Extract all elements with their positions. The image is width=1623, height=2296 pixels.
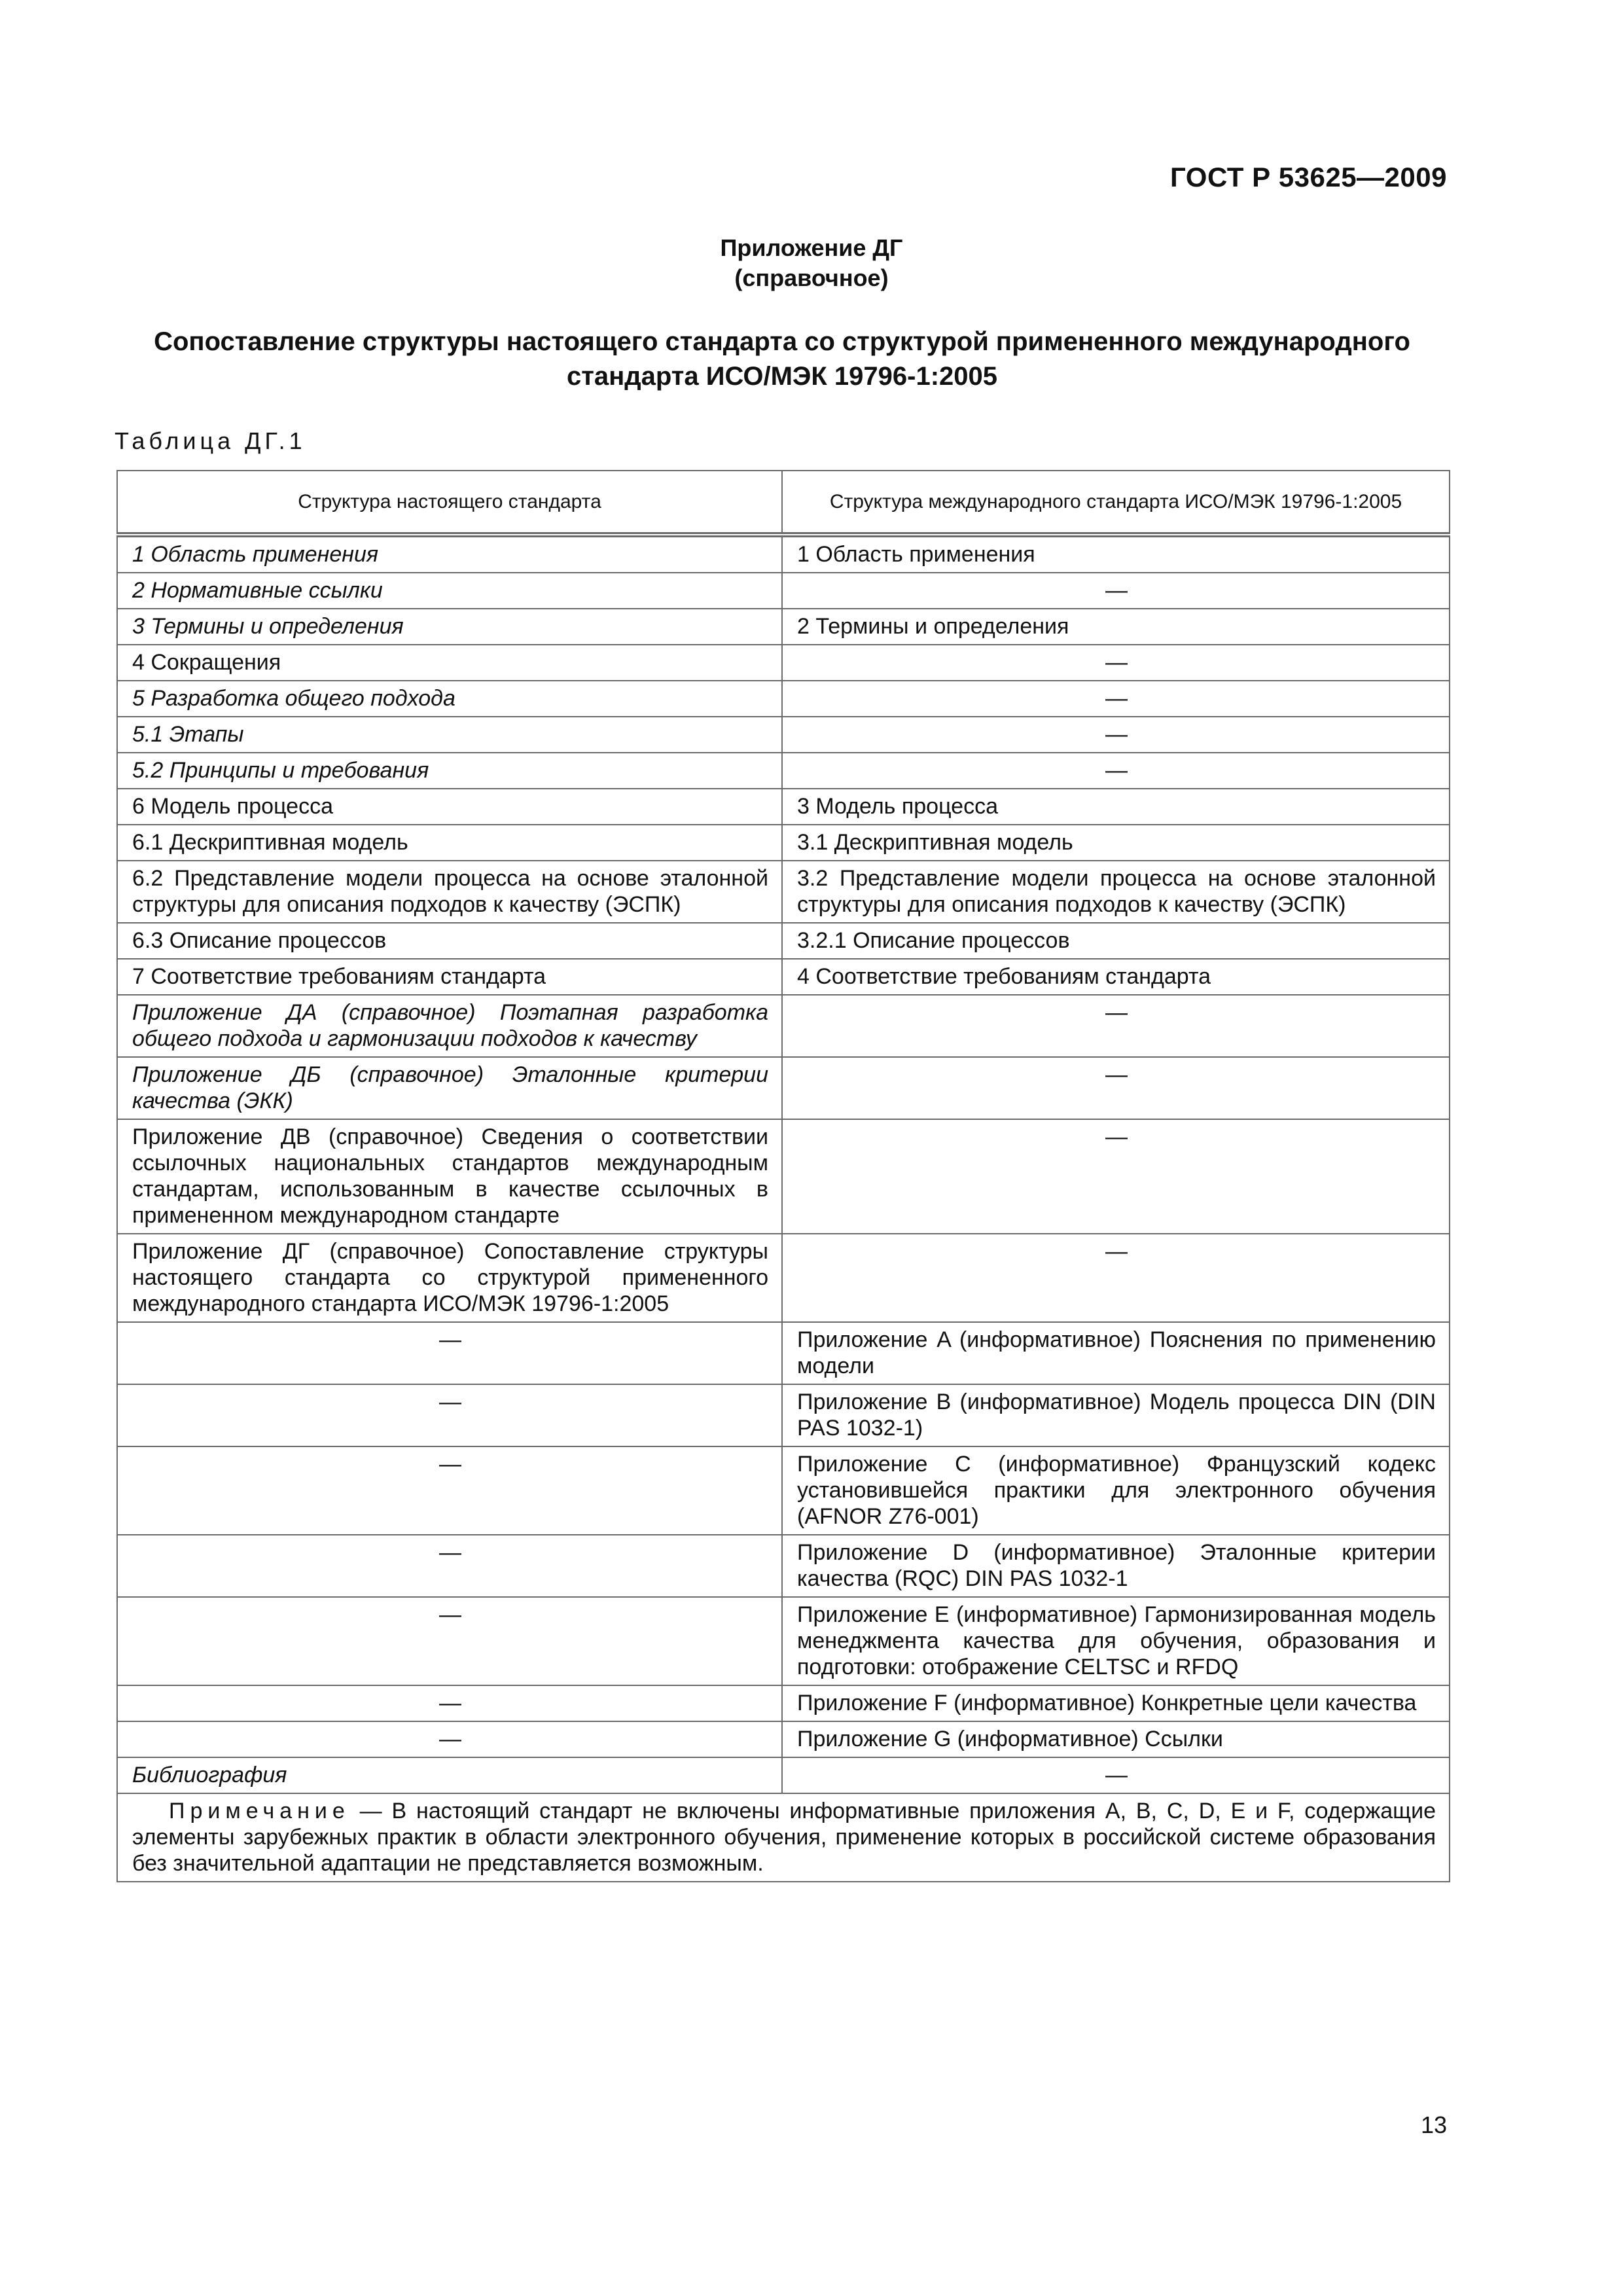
national-cell: 6 Модель процесса bbox=[117, 789, 782, 825]
national-cell: 5 Разработка общего подхода bbox=[117, 681, 782, 717]
international-cell: — bbox=[782, 717, 1450, 753]
national-cell: — bbox=[117, 1597, 782, 1685]
table-row bbox=[117, 1535, 1450, 1597]
national-cell: — bbox=[117, 1685, 782, 1721]
international-cell: Приложение F (информативное) Конкретные цели качества bbox=[782, 1685, 1450, 1721]
international-cell: Приложение A (информативное) Пояснения по применению модели bbox=[782, 1322, 1450, 1384]
international-cell: 4 Соответствие требованиям стандарта bbox=[782, 959, 1450, 995]
column-header-national: Структура настоящего стандарта bbox=[117, 471, 782, 535]
table-row bbox=[117, 645, 1450, 681]
national-cell: 1 Область применения bbox=[117, 535, 782, 573]
annex-heading bbox=[115, 325, 1450, 394]
international-cell: 3.1 Дескриптивная модель bbox=[782, 825, 1450, 861]
page-number: 13 bbox=[1420, 2111, 1447, 2138]
international-cell: — bbox=[782, 1057, 1450, 1119]
table-row bbox=[117, 535, 1450, 573]
annex-heading-line-2: стандарта ИСО/МЭК 19796-1:2005 bbox=[566, 362, 997, 391]
national-cell: 6.1 Дескриптивная модель bbox=[117, 825, 782, 861]
table-row bbox=[117, 1757, 1450, 1793]
international-cell: — bbox=[782, 1234, 1450, 1322]
international-cell: — bbox=[782, 573, 1450, 609]
table-row bbox=[117, 789, 1450, 825]
note-label: Примечание bbox=[169, 1799, 350, 1823]
international-cell: — bbox=[782, 681, 1450, 717]
international-cell: — bbox=[782, 753, 1450, 789]
national-cell: 2 Нормативные ссылки bbox=[117, 573, 782, 609]
table-header-row bbox=[117, 471, 1450, 535]
annex-heading-line-1: Сопоставление структуры настоящего стандарта со структурой примененного международного bbox=[154, 327, 1410, 356]
table-row bbox=[117, 923, 1450, 959]
table-row bbox=[117, 959, 1450, 995]
table-row bbox=[117, 1119, 1450, 1234]
structure-comparison-table bbox=[116, 470, 1450, 1882]
table-row bbox=[117, 753, 1450, 789]
table-row bbox=[117, 1057, 1450, 1119]
table-row bbox=[117, 681, 1450, 717]
table-row bbox=[117, 1597, 1450, 1685]
note-text: — В настоящий стандарт не включены информативные приложения A, B, C, D, E и F, содержащие элементы зарубежных практик в области электронного обучения, применение которых в российской системе образования без значительной адаптации не представляется возможным. bbox=[132, 1799, 1436, 1876]
national-cell: — bbox=[117, 1535, 782, 1597]
international-cell: 1 Область применения bbox=[782, 535, 1450, 573]
national-cell: — bbox=[117, 1446, 782, 1535]
national-cell: — bbox=[117, 1322, 782, 1384]
national-cell: — bbox=[117, 1721, 782, 1757]
international-cell: — bbox=[782, 645, 1450, 681]
national-cell: Приложение ДА (справочное) Поэтапная разработка общего подхода и гармонизации подходов к качеству bbox=[117, 995, 782, 1057]
international-cell: Приложение B (информативное) Модель процесса DIN (DIN PAS 1032-1) bbox=[782, 1384, 1450, 1446]
table-row bbox=[117, 573, 1450, 609]
international-cell: 3 Модель процесса bbox=[782, 789, 1450, 825]
national-cell: 6.3 Описание процессов bbox=[117, 923, 782, 959]
table-row bbox=[117, 1685, 1450, 1721]
international-cell: Приложение G (информативное) Ссылки bbox=[782, 1721, 1450, 1757]
national-cell: — bbox=[117, 1384, 782, 1446]
document-code: ГОСТ Р 53625—2009 bbox=[1170, 162, 1447, 192]
table-row bbox=[117, 861, 1450, 923]
international-cell: 3.2.1 Описание процессов bbox=[782, 923, 1450, 959]
international-cell: — bbox=[782, 1119, 1450, 1234]
national-cell: Приложение ДБ (справочное) Эталонные критерии качества (ЭКК) bbox=[117, 1057, 782, 1119]
national-cell: 3 Термины и определения bbox=[117, 609, 782, 645]
table-row bbox=[117, 717, 1450, 753]
international-cell: Приложение C (информативное) Французский кодекс установившейся практики для электронного обучения (AFNOR Z76-001) bbox=[782, 1446, 1450, 1535]
national-cell: 4 Сокращения bbox=[117, 645, 782, 681]
national-cell: 5.2 Принципы и требования bbox=[117, 753, 782, 789]
national-cell: 5.1 Этапы bbox=[117, 717, 782, 753]
national-cell: 6.2 Представление модели процесса на основе эталонной структуры для описания подходов к качеству (ЭСПК) bbox=[117, 861, 782, 923]
national-cell: 7 Соответствие требованиям стандарта bbox=[117, 959, 782, 995]
table-row bbox=[117, 1234, 1450, 1322]
national-cell: Библиография bbox=[117, 1757, 782, 1793]
annex-kind: (справочное) bbox=[734, 264, 889, 291]
international-cell: 2 Термины и определения bbox=[782, 609, 1450, 645]
national-cell: Приложение ДГ (справочное) Сопоставление структуры настоящего стандарта со структурой примененного международного стандарта ИСО/МЭК 19796-1:2005 bbox=[117, 1234, 782, 1322]
column-header-international: Структура международного стандарта ИСО/МЭК 19796-1:2005 bbox=[782, 471, 1450, 535]
table-note-row bbox=[117, 1793, 1450, 1882]
table-row bbox=[117, 825, 1450, 861]
table-row bbox=[117, 1446, 1450, 1535]
table-row bbox=[117, 609, 1450, 645]
national-cell: Приложение ДВ (справочное) Сведения о соответствии ссылочных национальных стандартов международным стандартам, использованным в качестве ссылочных в примененном международном стандарте bbox=[117, 1119, 782, 1234]
international-cell: Приложение E (информативное) Гармонизированная модель менеджмента качества для обучения, образования и подготовки: отображение CELTSC и RFDQ bbox=[782, 1597, 1450, 1685]
international-cell: Приложение D (информативное) Эталонные критерии качества (RQC) DIN PAS 1032-1 bbox=[782, 1535, 1450, 1597]
international-cell: — bbox=[782, 995, 1450, 1057]
table-row bbox=[117, 1384, 1450, 1446]
international-cell: 3.2 Представление модели процесса на основе эталонной структуры для описания подходов к качеству (ЭСПК) bbox=[782, 861, 1450, 923]
international-cell: — bbox=[782, 1757, 1450, 1793]
table-note bbox=[117, 1793, 1450, 1882]
annex-name: Приложение ДГ bbox=[720, 234, 903, 261]
table-row bbox=[117, 1721, 1450, 1757]
table-row bbox=[117, 1322, 1450, 1384]
table-row bbox=[117, 995, 1450, 1057]
table-caption: Таблица ДГ.1 bbox=[115, 427, 306, 454]
